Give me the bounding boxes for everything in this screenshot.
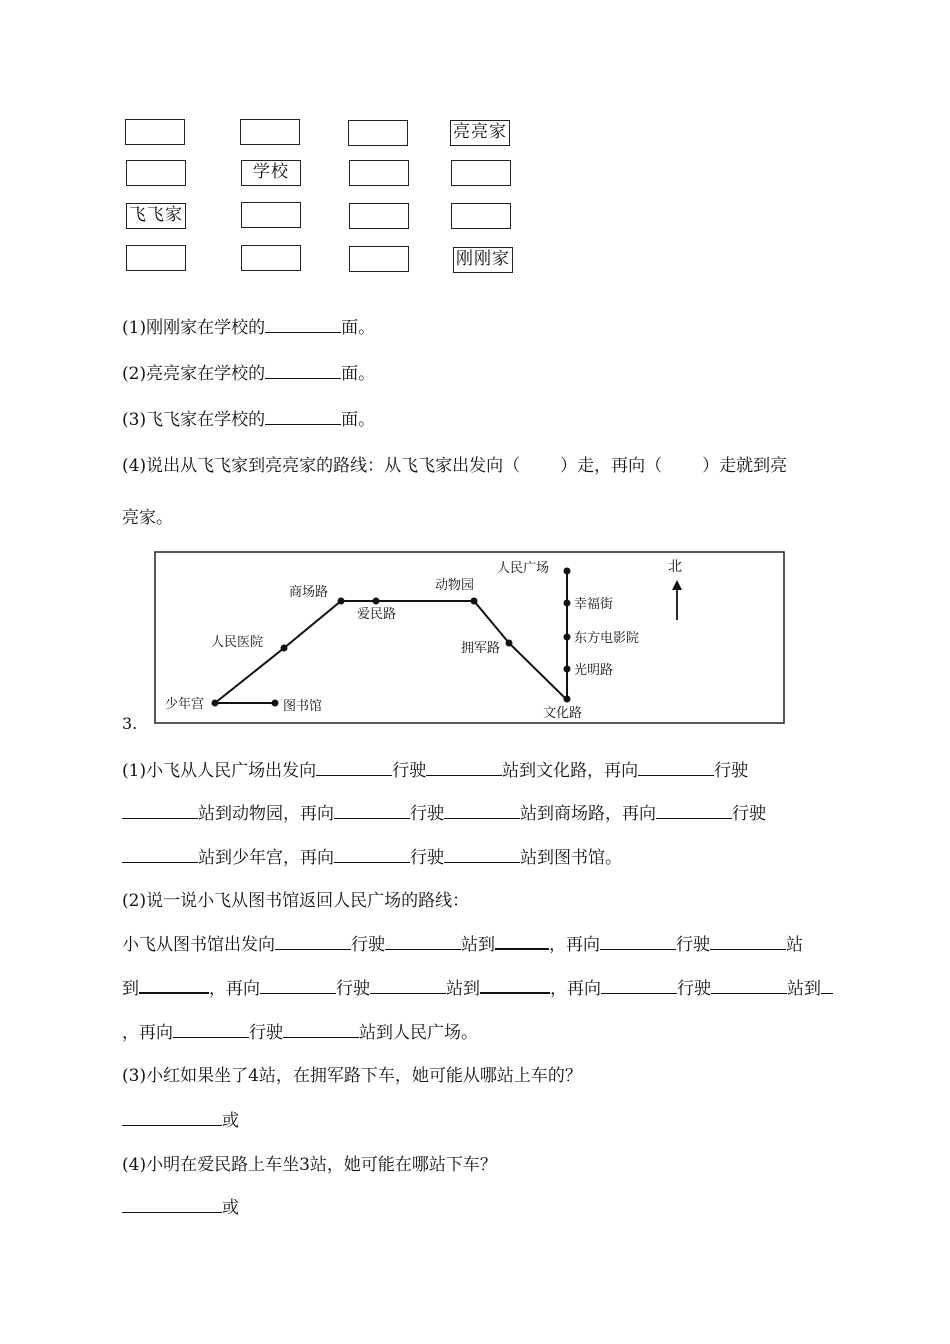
answer-blank[interactable] (600, 932, 676, 950)
q3-text: 站到少年宫，再向 (198, 848, 334, 868)
answer-blank[interactable] (656, 801, 732, 819)
station-dongwuyuan: 动物园 (435, 578, 475, 593)
station-dot (564, 634, 571, 641)
q2-item-1-text: (1)刚刚家在学校的 (122, 318, 266, 338)
answer-blank[interactable] (139, 975, 209, 994)
q2-item-1-suffix: 面。 (341, 318, 376, 338)
q3-2-line-2 (122, 974, 833, 999)
answer-blank[interactable] (283, 1020, 359, 1038)
answer-blank[interactable] (122, 845, 198, 863)
q3-text: 行驶 (410, 804, 444, 824)
q3-text: 小飞从图书馆出发向 (122, 935, 275, 955)
q3-1-line-3 (122, 843, 622, 868)
north-label: 北 (668, 559, 682, 575)
station-renmin-yiyuan: 人民医院 (211, 635, 264, 650)
grid-cell-school: 学校 (241, 160, 301, 186)
north-arrow-head-icon (672, 580, 682, 590)
station-dot (373, 598, 380, 605)
q3-2-line-3 (122, 1018, 478, 1043)
q3-1-line-1 (122, 756, 748, 781)
q2-item-3-suffix: 面。 (341, 410, 376, 430)
station-guangming-lu: 光明路 (574, 663, 614, 678)
station-dot (281, 645, 288, 652)
station-tushuguan: 图书馆 (283, 699, 323, 714)
q2-item-2-text: (2)亮亮家在学校的 (122, 364, 266, 384)
q2-item-4-text: 亮家。 (122, 508, 173, 528)
answer-blank[interactable] (122, 1195, 222, 1213)
answer-blank[interactable] (122, 801, 198, 819)
station-dot (564, 696, 571, 703)
q3-2-title (122, 886, 469, 911)
q3-text: 站到人民广场。 (359, 1023, 478, 1043)
station-dot (506, 640, 513, 647)
answer-blank[interactable] (316, 758, 392, 776)
station-xingfu-jie: 幸福街 (574, 597, 614, 612)
answer-blank[interactable] (821, 976, 833, 994)
answer-blank[interactable] (275, 932, 351, 950)
q3-text: 站到 (787, 979, 821, 999)
q3-3-question (122, 1061, 582, 1086)
station-dot (272, 700, 279, 707)
station-wenhua-lu: 文化路 (543, 706, 583, 721)
q3-text: 站到 (461, 935, 495, 955)
q3-text: (2)说一说小飞从图书馆返回人民广场的路线： (122, 891, 470, 911)
q2-item-2-suffix: 面。 (341, 364, 376, 384)
q3-text: 行驶 (714, 761, 749, 781)
q3-text: (1)小飞从人民广场出发向 (122, 761, 317, 781)
answer-blank[interactable] (370, 976, 446, 994)
q3-number (122, 714, 137, 733)
q2-item-4-text: ）走就到亮 (702, 456, 788, 476)
q3-text: 行驶 (336, 979, 370, 999)
q3-1-line-2 (122, 799, 766, 824)
station-dot (338, 598, 345, 605)
q3-text: 站到文化路，再向 (502, 761, 639, 781)
station-dot (564, 600, 571, 607)
q3-4-answer (122, 1193, 239, 1218)
answer-blank[interactable] (426, 758, 502, 776)
station-shaonian-gong: 少年宫 (165, 697, 205, 712)
q3-text: 行驶 (392, 761, 427, 781)
q3-text: ，再向 (209, 979, 260, 999)
grid-cell-ganggang-home: 刚刚家 (453, 247, 513, 273)
q3-text: (4)小明在爱民路上车坐3站，她可能在哪站下车？ (122, 1155, 497, 1175)
q2-item-3-text: (3)飞飞家在学校的 (122, 410, 266, 430)
q3-text: 行驶 (249, 1023, 283, 1043)
q3-text: (3)小红如果坐了4站，在拥军路下车，她可能从哪站上车的？ (122, 1066, 582, 1086)
q3-text: 到 (122, 979, 139, 999)
q3-text: 行驶 (677, 979, 711, 999)
answer-blank[interactable] (260, 976, 336, 994)
answer-blank[interactable] (480, 975, 550, 994)
q3-text: 行驶 (676, 935, 710, 955)
q3-text: 行驶 (410, 848, 444, 868)
q3-text: 行驶 (732, 804, 766, 824)
station-shangchang-lu: 商场路 (289, 585, 329, 600)
q3-3-answer (122, 1106, 239, 1131)
q3-text: 站到商场路，再向 (520, 804, 656, 824)
answer-blank[interactable] (173, 1020, 249, 1038)
q3-number-text: 3. (122, 714, 138, 733)
q3-text: 行驶 (351, 935, 385, 955)
answer-blank[interactable] (334, 801, 410, 819)
q3-4-question (122, 1150, 497, 1175)
q2-item-4-text: ）走，再向（ (560, 456, 663, 476)
answer-blank[interactable] (710, 932, 786, 950)
q2-item-4-text: (4)说出从飞飞家到亮亮家的路线：从飞飞家出发向（ (122, 456, 521, 476)
answer-blank[interactable] (638, 758, 714, 776)
q3-text: ，再向 (550, 979, 601, 999)
q3-2-line-1 (122, 930, 803, 955)
q3-text: 站到图书馆。 (520, 848, 622, 868)
q3-text: 站到 (446, 979, 480, 999)
answer-blank[interactable] (711, 976, 787, 994)
station-renmin-guangchang: 人民广场 (497, 561, 550, 576)
route-line (215, 570, 567, 703)
station-dot (564, 666, 571, 673)
station-dot (564, 568, 571, 575)
grid-cell-feifei-home: 飞飞家 (126, 203, 186, 229)
answer-blank[interactable] (601, 976, 677, 994)
q3-text: 或 (222, 1198, 239, 1218)
q3-text: 站 (786, 935, 803, 955)
answer-blank[interactable] (495, 931, 549, 950)
station-dot (471, 598, 478, 605)
q3-text: 或 (222, 1111, 239, 1131)
q3-text: ，再向 (549, 935, 600, 955)
answer-blank[interactable] (334, 845, 410, 863)
station-dongfang-dianyingyuan: 东方电影院 (574, 631, 640, 646)
station-dot (212, 700, 219, 707)
q3-text: ，再向 (122, 1023, 173, 1043)
station-yongjun-lu: 拥军路 (461, 641, 501, 656)
station-aimin-lu: 爱民路 (357, 607, 397, 622)
q3-text: 站到动物园，再向 (198, 804, 334, 824)
answer-blank[interactable] (122, 1108, 222, 1126)
answer-blank[interactable] (385, 932, 461, 950)
answer-blank[interactable] (444, 801, 520, 819)
answer-blank[interactable] (444, 845, 520, 863)
grid-cell-liangliang-home: 亮亮家 (450, 120, 510, 146)
